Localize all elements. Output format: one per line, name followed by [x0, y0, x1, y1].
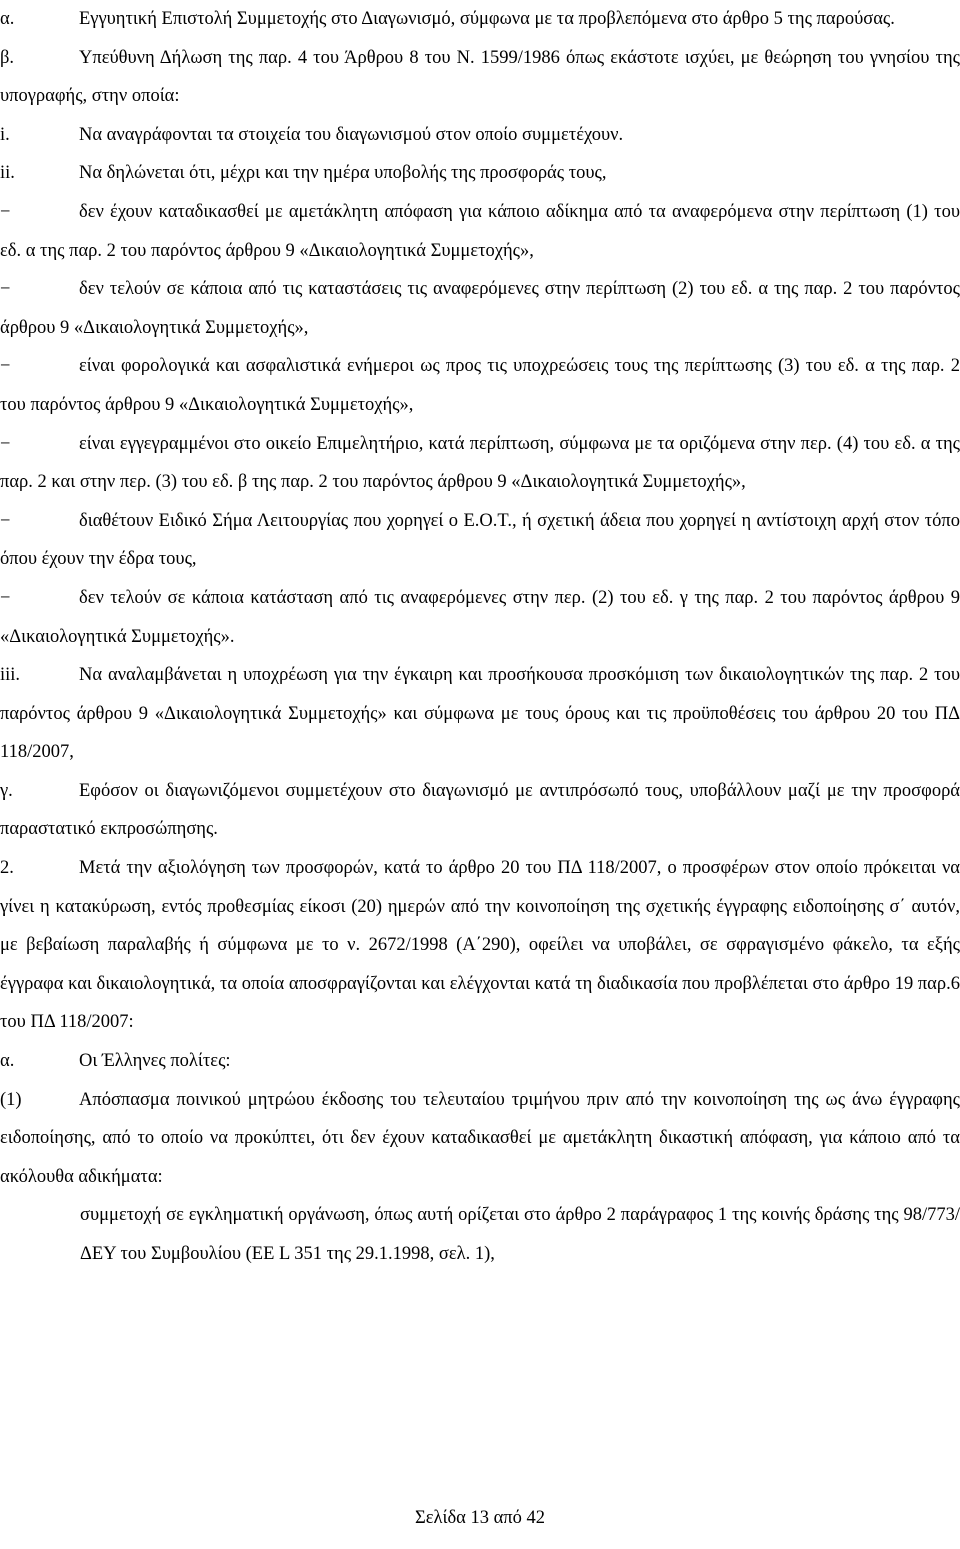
bullet-text: δεν έχουν καταδικασθεί με αμετάκλητη απόφαση για κάποιο αδίκημα από τα αναφερόμενα στην περίπτωση (1) του εδ. α της παρ. 2 του παρόντος άρθρου 9 «Δικαιολογητικά Συμμετοχής», [0, 201, 960, 261]
paragraph-i [0, 116, 960, 155]
dash-marker: − [0, 510, 11, 531]
bullet-item [0, 270, 960, 347]
paragraph-marker: β. [0, 47, 15, 68]
bullet-item [0, 425, 960, 502]
bullet-item [0, 193, 960, 270]
bullet-item [0, 502, 960, 579]
paragraph-text: Να δηλώνεται ότι, μέχρι και την ημέρα υποβολής της προσφοράς τους, [79, 163, 607, 184]
paragraph-text: Εφόσον οι διαγωνιζόμενοι συμμετέχουν στο διαγωνισμό με αντιπρόσωπό τους, υποβάλλουν μαζί με την προσφορά παραστατικό εκπροσώπησης. [0, 780, 960, 840]
dash-marker: − [0, 201, 11, 222]
paragraph-text: Απόσπασμα ποινικού μητρώου έκδοσης του τελευταίου τριμήνου πριν από την κοινοποίηση της ως άνω έγγραφης ειδοποίησης, από το οποίο να προκύπτει, ότι δεν έχουν καταδικασθεί με αμετάκλητη δικαστική απόφαση, για κάποιο από τα ακόλουθα αδικήματα: [0, 1089, 960, 1187]
paragraph-text: Να αναγράφονται τα στοιχεία του διαγωνισμού στον οποίο συμμετέχουν. [79, 124, 624, 145]
paragraph-marker: α. [0, 1051, 15, 1072]
bullet-item [0, 347, 960, 424]
paragraph-marker: i. [0, 124, 10, 145]
bullet-text: διαθέτουν Ειδικό Σήμα Λειτουργίας που χορηγεί ο Ε.Ο.Τ., ή σχετική άδεια που χορηγεί η αντίστοιχη αρχή στον τόπο όπου έχουν την έδρα τους, [0, 510, 960, 570]
paragraph-a [0, 0, 960, 39]
paragraph-marker: iii. [0, 665, 21, 686]
paragraph-iii [0, 656, 960, 772]
paragraph-marker: ii. [0, 163, 15, 184]
paragraph-ii [0, 154, 960, 193]
paragraph-a-citizens [0, 1042, 960, 1081]
paragraph-a-offence [0, 1196, 960, 1273]
paragraph-text: Να αναλαμβάνεται η υποχρέωση για την έγκαιρη και προσήκουσα προσκόμιση των δικαιολογητικών της παρ. 2 του παρόντος άρθρου 9 «Δικαιολογητικά Συμμετοχής» και σύμφωνα με τους όρους και τις προϋποθέσεις του άρθρου 20 του ΠΔ 118/2007, [0, 665, 960, 763]
bullet-text: είναι εγγεγραμμένοι στο οικείο Επιμελητήριο, κατά περίπτωση, σύμφωνα με τα οριζόμενα στην περ. (4) του εδ. α της παρ. 2 και στην περ. (3) του εδ. β της παρ. 2 του παρόντος άρθρου 9 «Δικαιολογητικά Συμμετοχής», [0, 433, 960, 493]
paragraph-text: Οι Έλληνες πολίτες: [79, 1051, 231, 1072]
dash-marker: − [0, 279, 11, 300]
bullet-text: δεν τελούν σε κάποια από τις καταστάσεις τις αναφερόμενες στην περίπτωση (2) του εδ. α της παρ. 2 του παρόντος άρθρου 9 «Δικαιολογητικά Συμμετοχής», [0, 279, 960, 338]
paragraph-marker: (1) [0, 1089, 22, 1110]
paragraph-text: συμμετοχή σε εγκληματική οργάνωση, όπως αυτή ορίζεται στο άρθρο 2 παράγραφος 1 της κοινής δράσης της 98/773/ΔΕΥ του Συμβουλίου (ΕΕ L 351 της 29.1.1998, σελ. 1), [80, 1205, 960, 1264]
paragraph-b [0, 39, 960, 116]
paragraph-c [0, 772, 960, 849]
bullet-item [0, 579, 960, 656]
paragraph-2 [0, 849, 960, 1042]
paragraph-marker: γ. [0, 780, 13, 801]
paragraph-marker: α. [0, 9, 15, 29]
dash-marker: − [0, 587, 11, 608]
bullet-text: δεν τελούν σε κάποια κατάσταση από τις αναφερόμενες στην περ. (2) του εδ. γ της παρ. 2 του παρόντος άρθρου 9 «Δικαιολογητικά Συμμετοχής». [0, 587, 960, 647]
paragraph-text: Μετά την αξιολόγηση των προσφορών, κατά το άρθρο 20 του ΠΔ 118/2007, ο προσφέρων στον οποίο πρόκειται να γίνει η κατακύρωση, εντός προθεσμίας είκοσι (20) ημερών από την κοινοποίηση της σχετικής έγγραφης ειδοποίησης σ΄ αυτόν, με βεβαίωση παραλαβής ή σύμφωνα με το ν. 2672/1998 (Α΄290), οφείλει να υποβάλει, σε σφραγισμένο φάκελο, τα εξής έγγραφα και δικαιολογητικά, τα οποία αποσφραγίζονται και ελέγχονται κατά τη διαδικασία που προβλέπεται στο άρθρο 19 παρ.6 του ΠΔ 118/2007: [0, 858, 960, 1033]
paragraph-1-criminal-record [0, 1081, 960, 1197]
bullet-text: είναι φορολογικά και ασφαλιστικά ενήμεροι ως προς τις υποχρεώσεις τους της περίπτωσης (3) του εδ. α της παρ. 2 του παρόντος άρθρου 9 «Δικαιολογητικά Συμμετοχής», [0, 356, 960, 415]
dash-marker: − [0, 356, 11, 377]
page-footer: Σελίδα 13 από 42 [414, 1508, 546, 1528]
paragraph-text: Υπεύθυνη Δήλωση της παρ. 4 του Άρθρου 8 του Ν. 1599/1986 όπως εκάστοτε ισχύει, με θεώρηση του γνησίου της υπογραφής, στην οποία: [0, 47, 960, 107]
paragraph-text: Εγγυητική Επιστολή Συμμετοχής στο Διαγωνισμό, σύμφωνα με τα προβλεπόμενα στο άρθρο 5 της παρούσας. [79, 9, 895, 29]
paragraph-marker: 2. [0, 858, 14, 879]
dash-marker: − [0, 433, 11, 454]
paragraph-marker [0, 1196, 80, 1235]
